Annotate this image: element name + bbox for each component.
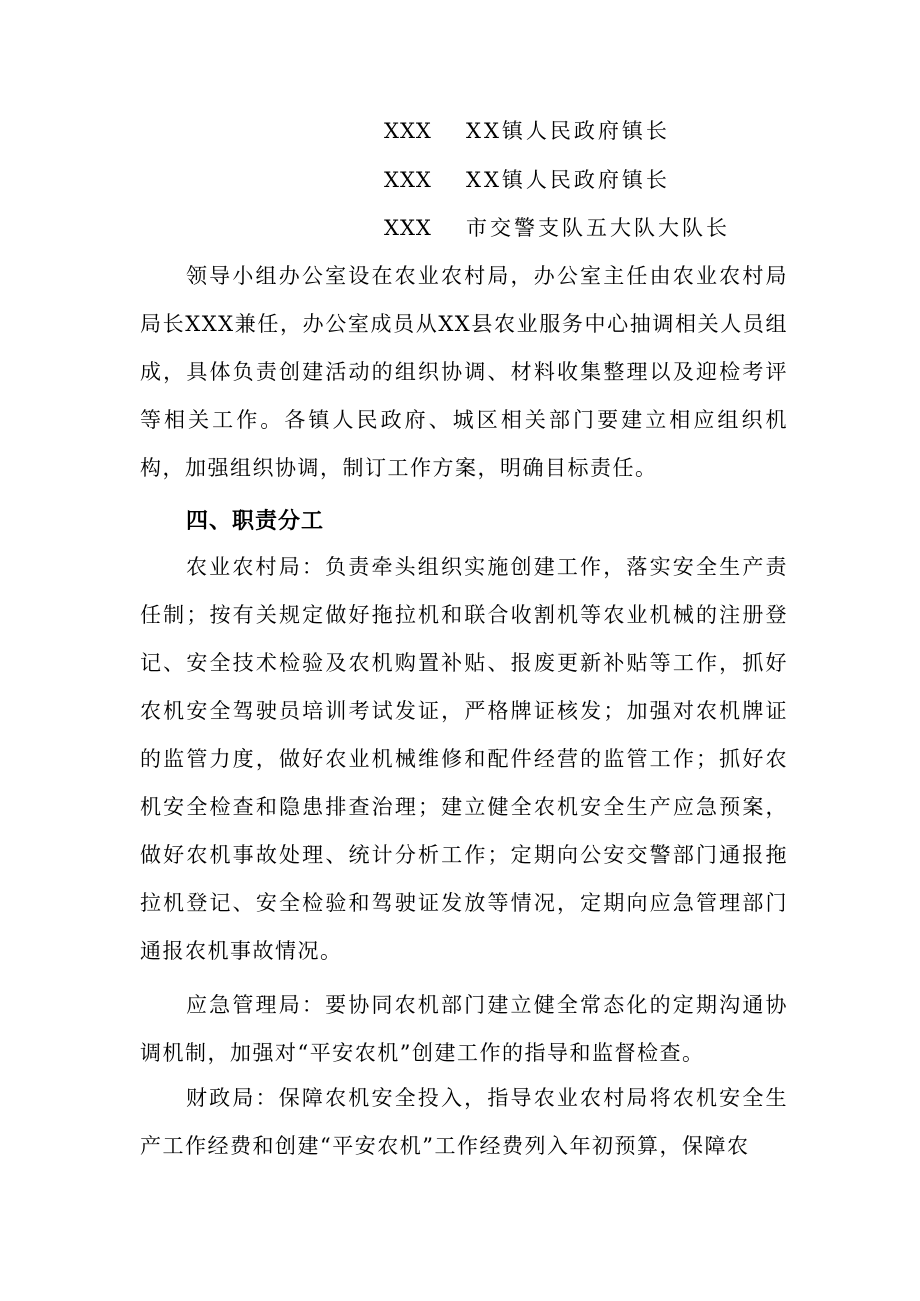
member-name: XXX bbox=[384, 119, 432, 143]
member-row bbox=[384, 165, 670, 195]
member-name: XXX bbox=[384, 168, 432, 192]
member-title: XX镇人民政府镇长 bbox=[466, 168, 670, 192]
duty-finance-paragraph: 财政局：保障农机安全投入，指导农业农村局将农机安全生产工作经费和创建“平安农机”工作经费列入年初预算，保障农 bbox=[140, 1086, 788, 1158]
member-title: 市交警支队五大队大队长 bbox=[466, 216, 730, 240]
member-row bbox=[384, 116, 670, 146]
office-paragraph: 领导小组办公室设在农业农村局，办公室主任由农业农村局局长XXX兼任，办公室成员从XX县农业服务中心抽调相关人员组成，具体负责创建活动的组织协调、材料收集整理以及迎检考评等相关工作。各镇人民政府、城区相关部门要建立相应组织机构，加强组织协调，制订工作方案，明确目标责任。 bbox=[140, 264, 788, 480]
duty-agriculture-paragraph: 农业农村局：负责牵头组织实施创建工作，落实安全生产责任制；按有关规定做好拖拉机和联合收割机等农业机械的注册登记、安全技术检验及农机购置补贴、报废更新补贴等工作，抓好农机安全驾驶员培训考试发证，严格牌证核发；加强对农机牌证的监管力度，做好农业机械维修和配件经营的监管工作；抓好农机安全检查和隐患排查治理；建立健全农机安全生产应急预案，做好农机事故处理、统计分析工作；定期向公安交警部门通报拖拉机登记、安全检验和驾驶证发放等情况，定期向应急管理部门通报农机事故情况。 bbox=[140, 555, 788, 963]
duty-emergency-paragraph: 应急管理局：要协同农机部门建立健全常态化的定期沟通协调机制，加强对“平安农机”创建工作的指导和监督检查。 bbox=[140, 993, 788, 1065]
member-name: XXX bbox=[384, 216, 432, 240]
section-heading: 四、职责分工 bbox=[186, 509, 325, 534]
member-title: XX镇人民政府镇长 bbox=[466, 119, 670, 143]
member-row bbox=[384, 213, 730, 243]
